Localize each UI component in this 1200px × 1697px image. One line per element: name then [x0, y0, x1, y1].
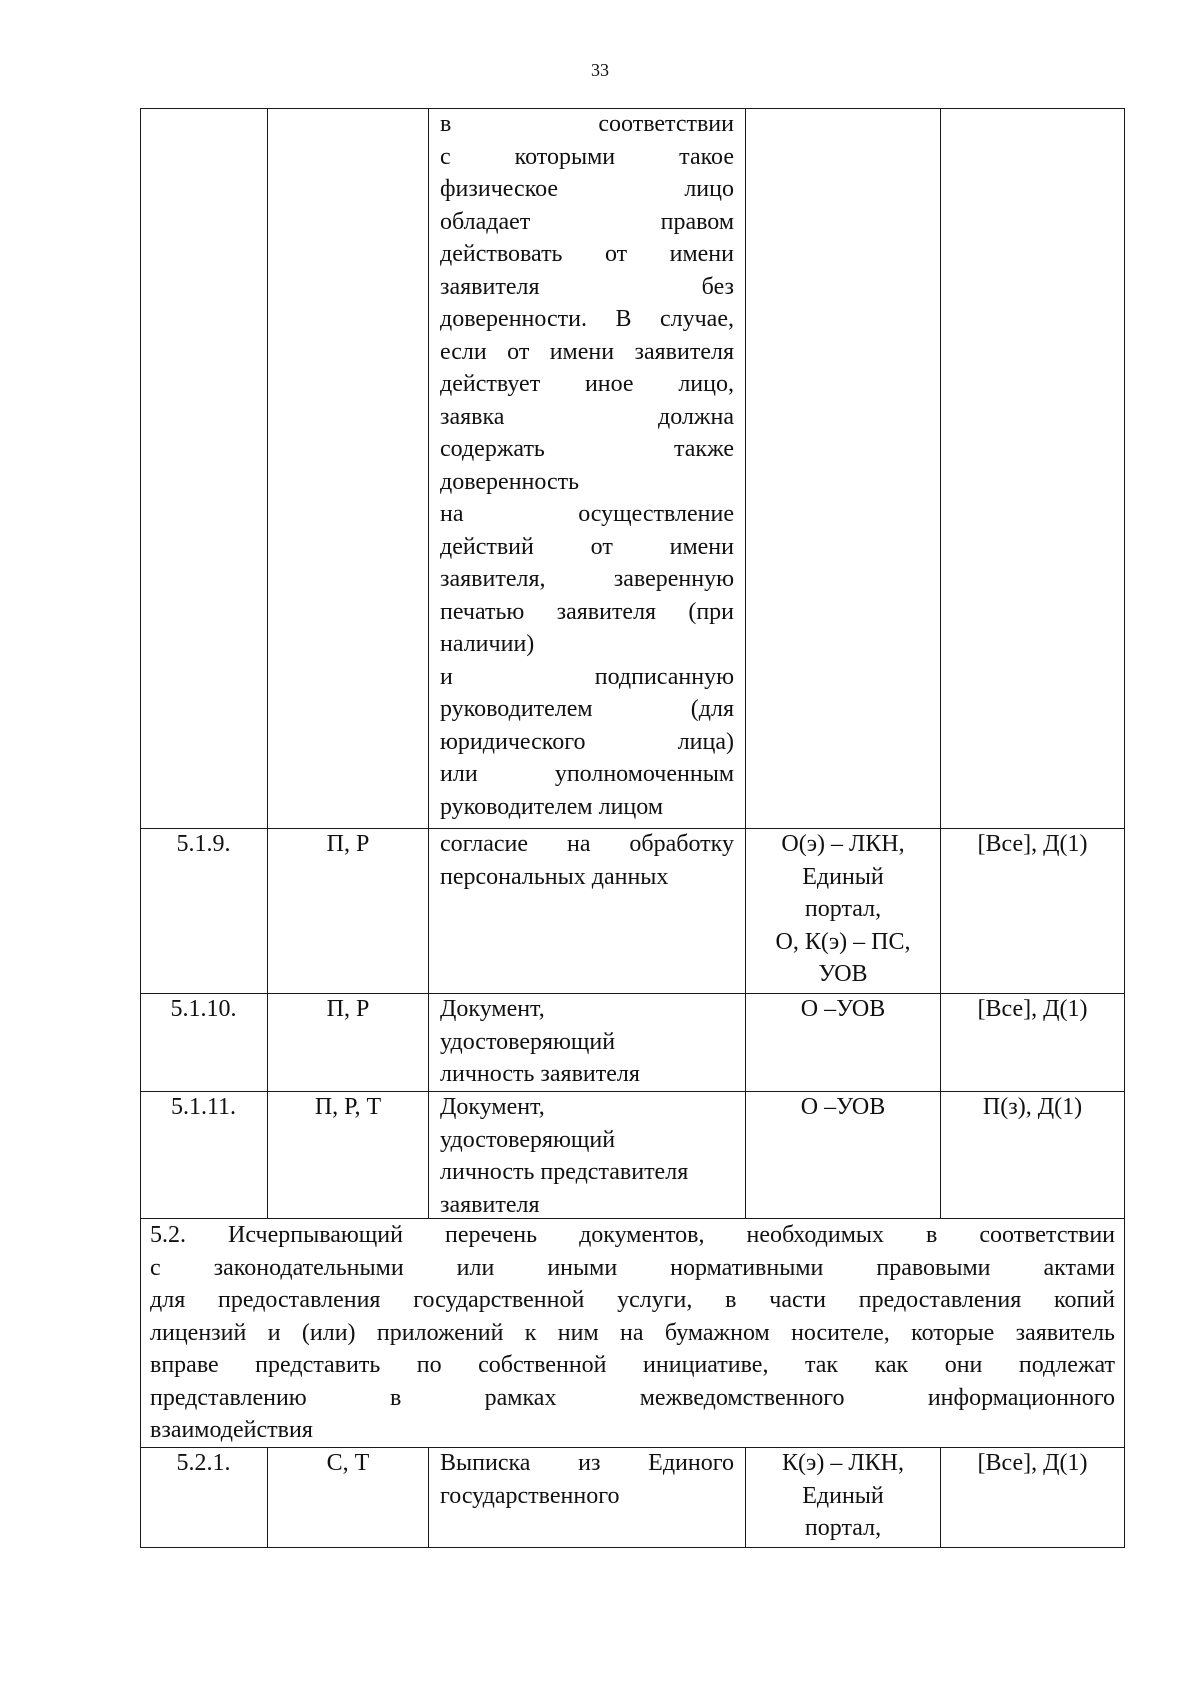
continued-description	[440, 108, 734, 823]
row-description	[440, 1091, 734, 1221]
channel-line: УОВ	[818, 961, 868, 987]
row-access: [Все], Д(1)	[977, 996, 1088, 1022]
channel-line: К(э) – ЛКН,	[782, 1450, 904, 1476]
text-line: действовать от имени	[440, 241, 734, 267]
text-line: в соответствии	[440, 111, 734, 137]
text-line: действий от имени	[440, 533, 734, 560]
text-line: доверенность	[440, 468, 580, 495]
row-channels	[746, 1091, 940, 1124]
row-category: С, Т	[326, 1450, 370, 1476]
channel-line: О, К(э) – ПС,	[775, 928, 911, 955]
row-description	[440, 828, 734, 893]
text-line: руководителем лицом	[440, 793, 664, 820]
text-line: Документ,	[440, 996, 545, 1022]
channel-line: портал,	[804, 896, 882, 922]
text-line: на осуществление	[440, 501, 734, 527]
text-line: удостоверяющий	[440, 1126, 616, 1153]
row-category: П, Р	[326, 831, 370, 857]
text-line: заявителя	[440, 1191, 540, 1218]
row-number: 5.1.11.	[170, 1094, 237, 1120]
text-line: представлению в рамках межведомственного информационного	[150, 1384, 1115, 1411]
channel-line: О(э) – ЛКН,	[781, 831, 905, 857]
section-heading	[150, 1219, 1115, 1447]
page-number: 33	[591, 60, 609, 80]
text-line: обладает правом	[440, 208, 734, 235]
channel-line: О –УОВ	[800, 1094, 886, 1120]
text-line: вправе представить по собственной инициативе, так как они подлежат	[150, 1352, 1115, 1378]
text-line: заявителя без	[440, 273, 734, 300]
text-line: или уполномоченным	[440, 761, 734, 787]
text-line: лицензий и (или) приложений к ним на бумажном носителе, которые заявитель	[150, 1319, 1115, 1346]
row-number: 5.1.10.	[170, 996, 237, 1022]
row-category: П, Р	[326, 996, 370, 1022]
text-line: согласие на обработку	[440, 831, 734, 857]
text-line: удостоверяющий	[440, 1028, 616, 1055]
table-rule	[140, 1547, 1125, 1548]
text-line: заявителя, заверенную	[440, 566, 734, 592]
table-border	[1124, 108, 1125, 1548]
channel-line: портал,	[804, 1515, 882, 1541]
row-access: [Все], Д(1)	[977, 831, 1088, 857]
row-channels	[746, 828, 940, 991]
text-line: физическое лицо	[440, 176, 734, 202]
column-rule	[267, 108, 268, 1218]
text-line: действует иное лицо,	[440, 371, 734, 397]
text-line: для предоставления государственной услуги, в части предоставления копий	[150, 1287, 1115, 1313]
row-channels	[746, 1447, 940, 1545]
text-line: и подписанную	[440, 663, 734, 690]
text-line: взаимодействия	[150, 1417, 313, 1443]
column-rule	[745, 108, 746, 1218]
text-line: 5.2. Исчерпывающий перечень документов, необходимых в соответствии	[150, 1222, 1115, 1248]
row-description	[440, 1447, 734, 1512]
text-line: наличии)	[440, 631, 535, 657]
text-line: с законодательными или иными нормативными правовыми актами	[150, 1254, 1115, 1281]
text-line: юридического лица)	[440, 728, 734, 755]
channel-line: Единый	[802, 1482, 884, 1509]
row-access: [Все], Д(1)	[977, 1450, 1088, 1476]
row-access: П(з), Д(1)	[982, 1094, 1083, 1120]
text-line: Выписка из Единого	[440, 1450, 734, 1476]
row-description	[440, 993, 734, 1091]
row-channels	[746, 993, 940, 1026]
text-line: с которыми такое	[440, 143, 734, 170]
text-line: государственного	[440, 1482, 620, 1509]
row-category: П, Р, Т	[314, 1094, 382, 1120]
text-line: Документ,	[440, 1094, 545, 1120]
text-line: печатью заявителя (при	[440, 598, 734, 625]
column-rule	[428, 108, 429, 1218]
text-line: заявка должна	[440, 403, 734, 430]
text-line: личность заявителя	[440, 1061, 640, 1087]
text-line: персональных данных	[440, 863, 669, 890]
channel-line: О –УОВ	[800, 996, 886, 1022]
channel-line: Единый	[802, 863, 884, 890]
text-line: личность представителя	[440, 1159, 689, 1185]
text-line: содержать также	[440, 436, 734, 462]
requirements-table	[140, 108, 1125, 1548]
row-number: 5.2.1.	[176, 1450, 231, 1476]
text-line: если от имени заявителя	[440, 338, 734, 365]
column-rule	[428, 1447, 429, 1547]
column-rule	[940, 108, 941, 1218]
row-number: 5.1.9.	[176, 831, 231, 857]
text-line: руководителем (для	[440, 696, 734, 722]
text-line: доверенности. В случае,	[440, 306, 734, 332]
